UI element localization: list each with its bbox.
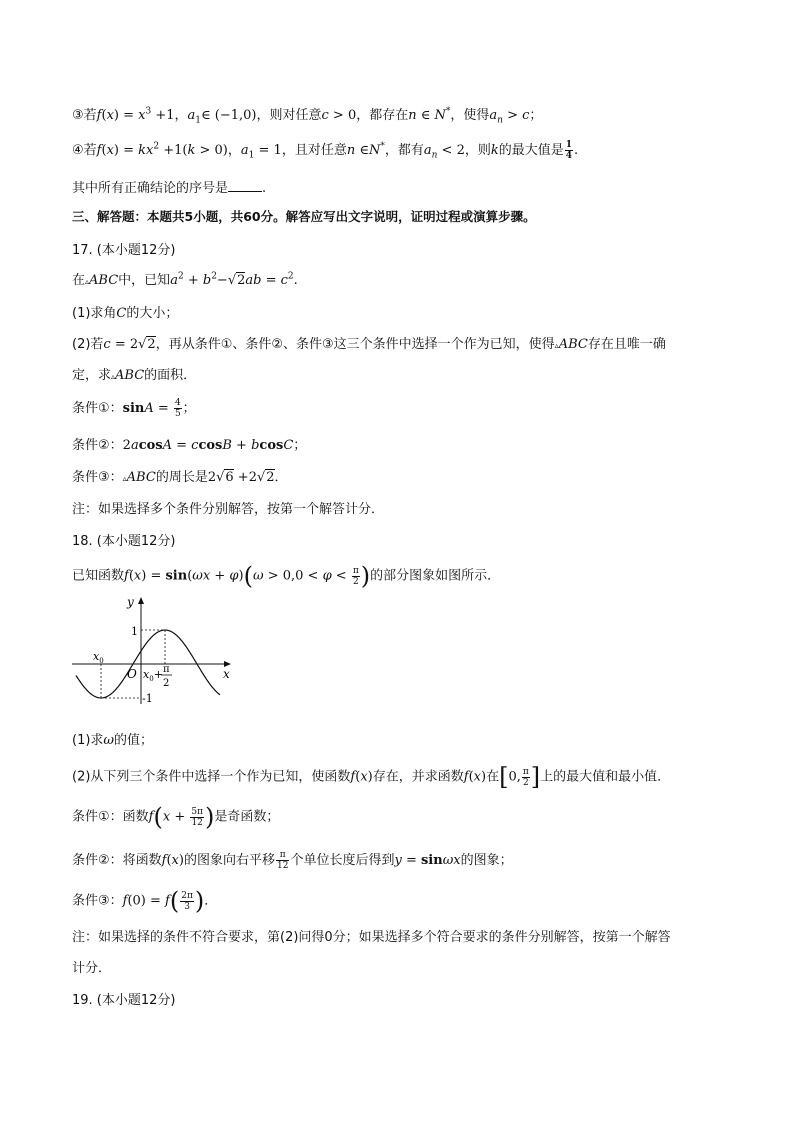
q17-part2-cont: 定，求▵ABC的面积． <box>72 368 197 383</box>
statement-3: ③若$f(x) = x^3 +1$，$a_1\in$ (−1,0)，则对任意c > 0，都存在n ∈ N*，使得$a_n > c$； <box>72 106 543 126</box>
q18-heading: 18. (本小题12分) <box>72 534 176 549</box>
q17-stem: 在▵ABC中，已知$a^2 + b^2-√2ab = c^2$. <box>72 271 298 288</box>
item-marker: ③ <box>72 108 84 123</box>
q18-note: 注：如果选择的条件不符合要求，第(2)问得0分；如果选择多个符合要求的条件分别解答，按第一个解答 <box>72 930 671 945</box>
section-heading: 三、解答题：本题共5小题，共60分。解答应写出文字说明，证明过程或演算步骤。 <box>72 209 536 224</box>
conclusion-line: 其中所有正确结论的序号是 . <box>72 181 267 196</box>
q17-heading: 17. (本小题12分) <box>72 243 176 258</box>
q18-condition-3: 条件③：f(0) = f( $\frac{2\pi}{3}$ )． <box>72 887 218 915</box>
q18-part2: (2)从下列三个条件中选择一个作为已知，使函数f(x)存在，并求函数f(x)在[0, $\frac{\pi}{2}$ ]上的最大值和最小值． <box>72 763 671 791</box>
q18-note-cont: 计分． <box>72 961 112 976</box>
q17-part2: (2)若c = 2√2，再从条件①、条件②、条件③这三个条件中选择一个作为已知，使得▵ABC存在且唯一确 <box>72 337 666 352</box>
answer-blank <box>228 179 262 192</box>
statement-4: ④若$f(x) = kx^2 +1(k > 0)$，$a_1 = 1$，且对任意n ∈N*，都有$a_n < 2$，则k的最大值是 $\frac{1}{4}$ . <box>72 140 579 161</box>
q18-part1: (1)求ω的值； <box>72 733 154 748</box>
q18-stem: 已知函数f(x) = sin(ωx + φ)(ω > 0,0 < φ < $\frac{\pi}{2}$ )的部分图象如图所示． <box>72 562 501 590</box>
q17-condition-3: 条件③：▵ABC的周长是2√6 +2√2． <box>72 470 288 485</box>
q17-note: 注：如果选择多个条件分别解答，按第一个解答计分． <box>72 502 385 517</box>
q18-condition-1: 条件①：函数f(x + $\frac{5\pi}{12}$ )是奇函数； <box>72 803 280 831</box>
pi-denominator: 2 <box>163 678 170 689</box>
q17-condition-2: 条件②：2acosA = ccosB + bcosC； <box>72 438 307 453</box>
q17-condition-1: 条件①：sinA = $\frac{4}{5}$ ； <box>72 398 196 419</box>
pi-numerator: π <box>163 664 170 675</box>
label-one: 1 <box>131 625 138 638</box>
q18-condition-2: 条件②：将函数f(x)的图象向右平移 $\frac{\pi}{12}$ 个单位长度后得到y = sinωx的图象； <box>72 850 513 871</box>
sine-graph <box>70 592 240 712</box>
q19-heading: 19. (本小题12分) <box>72 993 176 1008</box>
x0-plus-label: $x_0+$ <box>143 668 163 683</box>
origin-label: O <box>127 667 137 681</box>
x0-label: $x_0$ <box>93 650 104 665</box>
label-neg-one: -1 <box>142 692 153 705</box>
y-axis-label: y <box>127 595 134 609</box>
item-marker: ④ <box>72 143 84 158</box>
x-axis-label: x <box>223 667 230 681</box>
q17-part1: (1)求角C的大小； <box>72 306 179 321</box>
